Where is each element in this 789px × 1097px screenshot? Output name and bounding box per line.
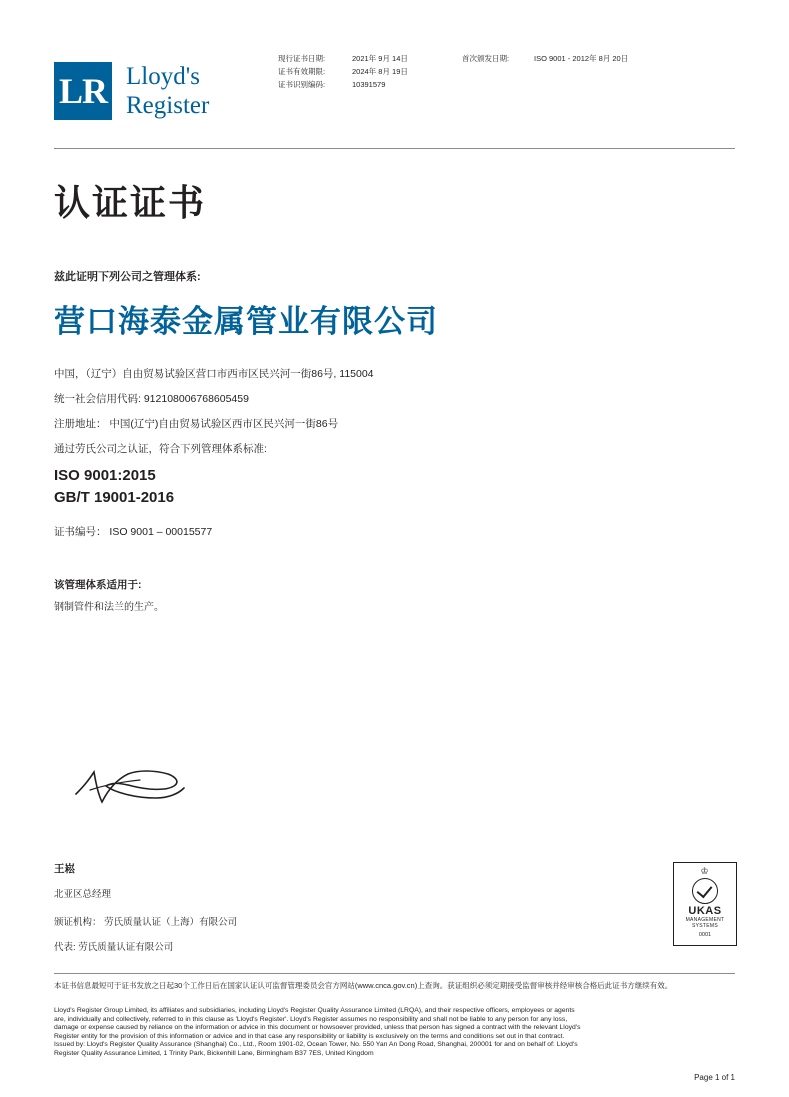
signature-image <box>68 760 198 816</box>
standard-iso9001: ISO 9001:2015 <box>54 467 156 484</box>
meta-value-identifier: 10391579 <box>352 80 386 89</box>
ukas-accreditation-mark <box>673 862 737 946</box>
meta-values-col1 <box>352 52 462 91</box>
footer-chinese-notice: 本证书信息最短可于证书发放之日起30个工作日后在国家认证认可监督管理委员会官方网站(www.cnca.gov.cn)上查询。获证组织必须定期接受监督审核并经审核合格后此证书方继续有效。 <box>54 981 673 990</box>
signatory-role: 北亚区总经理 <box>54 889 112 900</box>
page-number: Page 1 of 1 <box>694 1073 735 1082</box>
crown-icon: ♔ <box>700 866 710 876</box>
footer-en-line-6: Register Quality Assurance Limited, 1 Trinity Park, Bickenhill Lane, Birmingham B37 7ES, United Kingdom <box>54 1049 374 1057</box>
meta-label-valid-until: 证书有效期限: <box>278 67 326 76</box>
intro-text: 兹此证明下列公司之管理体系: <box>54 271 201 283</box>
ukas-sub-line2: SYSTEMS <box>692 923 718 929</box>
meta-values-col2 <box>534 52 674 91</box>
standards-block <box>54 465 174 509</box>
page-title: 认证证书 <box>54 182 207 223</box>
lr-logo-mark: LR <box>54 62 112 120</box>
footer-divider <box>54 973 735 974</box>
header-divider <box>54 148 735 149</box>
meta-labels-col1 <box>278 52 352 91</box>
signatory-name: 王崧 <box>54 863 75 875</box>
address-block <box>54 362 374 462</box>
footer-en-line-5: Issued by: Lloyd's Register Quality Assurance (Shanghai) Co., Ltd., Room 1901-02, Ocean Tower, No. 550 Yan An Dong Road, Shanghai, 200001 for and on behalf of: Lloyd's <box>54 1041 578 1049</box>
footer-en-line-1: Lloyd's Register Group Limited, its affiliates and subsidiaries, including Lloyd's Register Quality Assurance Limited (LRQA), and their respective officers, employees or agents <box>54 1007 575 1014</box>
meta-value-current-date: 2021年 9月 14日 <box>352 54 408 63</box>
lloyds-register-logo <box>54 62 209 120</box>
footer-english-notice <box>54 1007 735 1059</box>
logo-text-line1: Lloyd's <box>126 63 200 90</box>
meta-label-first-issue: 首次颁发日期: <box>462 54 510 63</box>
footer-en-line-4: Register entity for the provision of this information or advice and in that case any responsibility or liability is exclusively on the terms and conditions set out in that contract. <box>54 1032 565 1040</box>
certificate-number: 证书编号： ISO 9001 – 00015577 <box>54 526 213 538</box>
footer-en-line-2: are, individually and collectively, referred to in this clause as 'Lloyd's Register'. Lloyd's Register assumes no responsibility and shall not be liable to any person for any loss, <box>54 1015 568 1023</box>
logo-text-line2: Register <box>126 92 210 119</box>
certificate-meta <box>278 52 674 91</box>
ukas-sub-line1: MANAGEMENT <box>685 917 725 923</box>
checkmark-icon <box>692 878 718 904</box>
address-line-4: 通过劳氏公司之认证，符合下列管理体系标准: <box>54 443 267 455</box>
representative: 代表: 劳氏质量认证有限公司 <box>54 942 174 953</box>
scope-title: 该管理体系适用于: <box>54 579 142 591</box>
address-line-1: 中国，（辽宁）自由贸易试验区营口市西市区民兴河一街86号, 115004 <box>54 368 374 380</box>
footer-en-line-3: damage or expense caused by reliance on the information or advice in this document or howsoever provided, unless that person has signed a contract with the relevant Lloyd's <box>54 1024 581 1032</box>
address-line-2: 统一社会信用代码: 912108006768605459 <box>54 393 249 405</box>
meta-label-current-date: 现行证书日期: <box>278 54 326 63</box>
ukas-label: UKAS <box>688 905 722 917</box>
meta-labels-col2 <box>462 52 534 91</box>
address-line-3: 注册地址： 中国(辽宁)自由贸易试验区西市区民兴河一街86号 <box>54 418 339 430</box>
lr-logo-wordmark <box>126 62 209 120</box>
meta-label-identifier: 证书识别编码: <box>278 80 326 89</box>
document-header <box>0 0 789 148</box>
issuing-body: 颁证机构： 劳氏质量认证（上海）有限公司 <box>54 917 238 928</box>
standard-gbt19001: GB/T 19001-2016 <box>54 489 175 506</box>
scope-body: 钢制管件和法兰的生产。 <box>54 602 164 613</box>
meta-value-valid-until: 2024年 8月 19日 <box>352 67 408 76</box>
meta-value-first-issue: ISO 9001 - 2012年 8月 20日 <box>534 54 629 63</box>
company-name: 营口海泰金属管业有限公司 <box>54 304 438 339</box>
ukas-number: 0001 <box>698 932 712 938</box>
